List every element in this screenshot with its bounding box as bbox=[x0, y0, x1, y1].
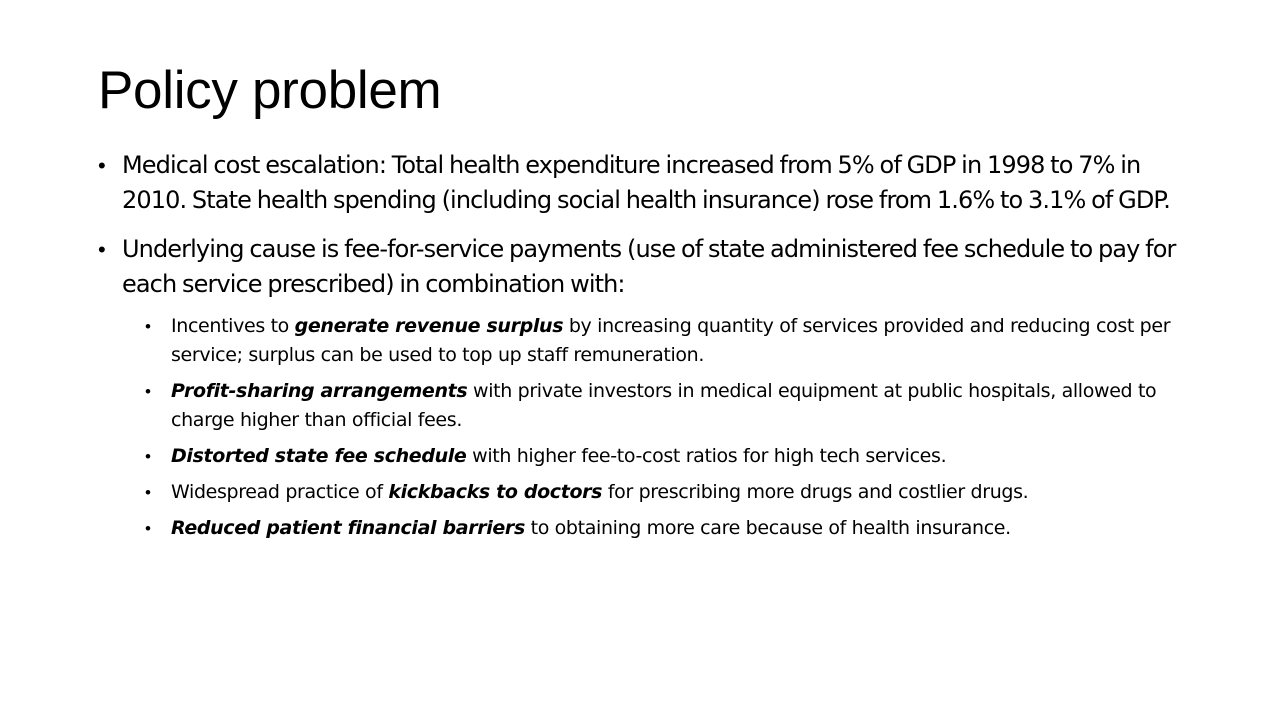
sub-bullet-emphasis: Distorted state fee schedule bbox=[171, 445, 467, 467]
sub-bullet-icon: • bbox=[145, 447, 151, 466]
sub-bullet-text-before: Incentives to bbox=[171, 315, 295, 337]
sub-bullet-text-after: with private investors in medical equipment at public hospitals, allowed to charge higher than official fees. bbox=[171, 380, 1157, 431]
slide-title: Policy problem bbox=[98, 61, 442, 120]
sub-bullet-emphasis: kickbacks to doctors bbox=[388, 481, 603, 503]
bullet-icon: • bbox=[98, 237, 105, 262]
sub-bullet-text-after: with higher fee-to-cost ratios for high tech services. bbox=[466, 445, 947, 467]
sub-bullet-icon: • bbox=[145, 483, 151, 502]
sub-bullet-icon: • bbox=[145, 382, 151, 401]
bullet-point bbox=[98, 148, 1182, 218]
bullet-list bbox=[0, 148, 1280, 543]
bullet-point bbox=[98, 232, 1182, 543]
sub-bullet-text-before: Widespread practice of bbox=[171, 481, 389, 503]
sub-bullet-text-after: for prescribing more drugs and costlier drugs. bbox=[602, 481, 1029, 503]
bullet-text: Medical cost escalation: Total health expenditure increased from 5% of GDP in 1998 to 7% in 2010. State health spending (including social health insurance) rose from 1.6% to 3.1% of GDP. bbox=[122, 151, 1170, 214]
sub-bullet-emphasis: generate revenue surplus bbox=[294, 315, 564, 337]
sub-bullet-icon: • bbox=[145, 317, 151, 336]
bullet-text: Underlying cause is fee-for-service payments (use of state administered fee schedule to pay for each service prescribed) in combination with: bbox=[122, 235, 1176, 298]
sub-bullet-emphasis: Profit-sharing arrangements bbox=[171, 380, 468, 402]
sub-bullet-text-after: to obtaining more care because of health insurance. bbox=[524, 517, 1011, 539]
sub-bullet-point bbox=[145, 442, 1181, 471]
sub-bullet-point bbox=[145, 478, 1181, 507]
sub-bullet-point bbox=[145, 377, 1181, 435]
sub-bullet-text-after: by increasing quantity of services provided and reducing cost per service; surplus can be used to top up staff remuneration. bbox=[171, 315, 1171, 366]
bullet-icon: • bbox=[98, 153, 105, 178]
sub-bullet-point bbox=[145, 514, 1181, 543]
sub-bullet-icon: • bbox=[145, 519, 151, 538]
sub-bullet-list bbox=[122, 312, 1182, 543]
sub-bullet-emphasis: Reduced patient financial barriers bbox=[171, 517, 525, 539]
sub-bullet-point bbox=[145, 312, 1181, 370]
